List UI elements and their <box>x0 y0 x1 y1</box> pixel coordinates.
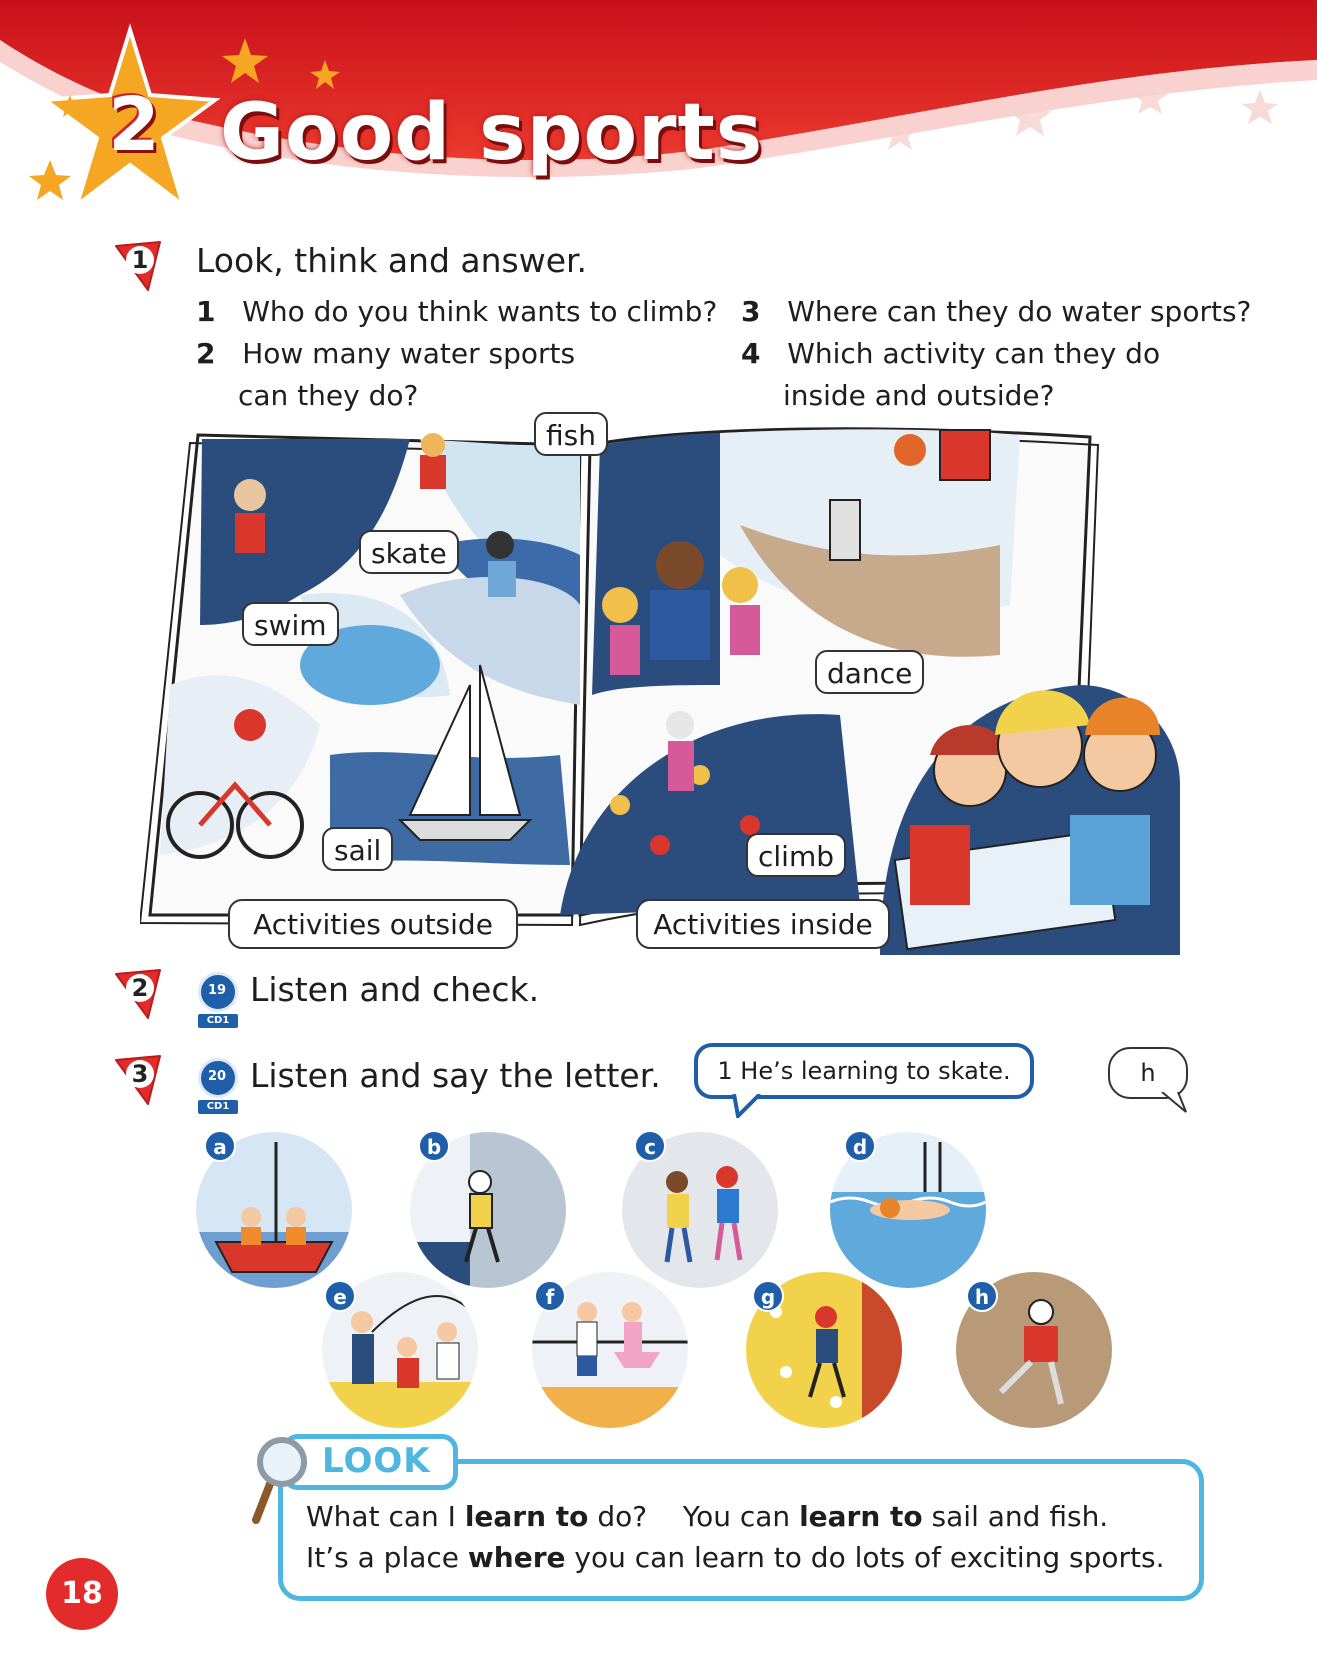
unit-header <box>0 0 1317 210</box>
speech-tail-icon <box>1160 1092 1190 1114</box>
picture-letter-a: a <box>204 1130 236 1162</box>
picture-letter-h: h <box>966 1280 998 1312</box>
label-skate: skate <box>359 530 459 574</box>
look-text: do? You can <box>588 1500 800 1533</box>
question-2 <box>196 333 575 375</box>
caption-activities-inside: Activities inside <box>636 899 890 949</box>
speech-tail-icon <box>730 1094 770 1118</box>
look-line-1 <box>306 1500 1108 1533</box>
picture-letter-d: d <box>844 1130 876 1162</box>
unit-title: Good sports <box>220 88 764 178</box>
question-number: 3 <box>741 295 761 328</box>
question-4 <box>741 333 1160 375</box>
question-text: Which activity can they do <box>787 337 1161 370</box>
question-3 <box>741 291 1251 333</box>
picture-letter-f: f <box>534 1280 566 1312</box>
question-number: 4 <box>741 337 761 370</box>
question-text: Where can they do water sports? <box>787 295 1252 328</box>
cd-track-number: 20 <box>207 1069 227 1084</box>
look-bold-text: learn to <box>799 1500 923 1533</box>
cd-track-19[interactable] <box>196 972 240 1030</box>
question-2-continued: can they do? <box>238 379 419 412</box>
look-text: It’s a place <box>306 1541 468 1574</box>
question-text: Who do you think wants to climb? <box>242 295 718 328</box>
look-bold-text: where <box>467 1541 566 1574</box>
page-number: 18 <box>46 1558 118 1630</box>
look-line-2 <box>306 1541 1165 1574</box>
picture-letter-b: b <box>418 1130 450 1162</box>
picture-letter-e: e <box>324 1280 356 1312</box>
exercise-3-number: 3 <box>131 1060 149 1088</box>
label-sail: sail <box>322 827 393 871</box>
look-label: LOOK <box>322 1441 431 1481</box>
question-number: 1 <box>196 295 216 328</box>
label-swim: swim <box>242 602 339 646</box>
book-scene-icon <box>140 425 1180 955</box>
exercise-2-badge <box>108 964 168 1024</box>
cd-track-number: 19 <box>207 983 227 998</box>
question-4-continued: inside and outside? <box>783 379 1055 412</box>
cd-disc-label: CD1 <box>198 1014 238 1028</box>
label-fish: fish <box>534 412 608 456</box>
label-climb: climb <box>746 833 846 877</box>
exercise-1-instruction: Look, think and answer. <box>196 241 588 280</box>
look-text: sail and fish. <box>922 1500 1109 1533</box>
exercise-3-instruction: Listen and say the letter. <box>250 1056 661 1095</box>
label-dance: dance <box>815 650 924 694</box>
look-text: you can learn to do lots of exciting sports. <box>565 1541 1165 1574</box>
question-text: How many water sports <box>242 337 576 370</box>
activities-book-illustration <box>140 419 1180 955</box>
magnifying-glass-icon <box>248 1434 314 1526</box>
caption-activities-outside: Activities outside <box>228 899 518 949</box>
speech-bubble-question: 1 He’s learning to skate. <box>694 1043 1034 1099</box>
question-1 <box>196 291 717 333</box>
picture-letter-c: c <box>634 1130 666 1162</box>
exercise-2-instruction: Listen and check. <box>250 970 540 1009</box>
question-number: 2 <box>196 337 216 370</box>
picture-letter-g: g <box>752 1280 784 1312</box>
exercise-2-number: 2 <box>131 974 149 1002</box>
cd-disc-label: CD1 <box>198 1100 238 1114</box>
cd-track-20[interactable] <box>196 1058 240 1116</box>
look-text: What can I <box>306 1500 465 1533</box>
exercise-1-number: 1 <box>131 246 149 274</box>
unit-number: 2 <box>108 82 160 168</box>
exercise-1-badge <box>108 236 168 296</box>
exercise-3-badge <box>108 1050 168 1110</box>
speech-bubble-answer: h <box>1108 1047 1188 1099</box>
look-bold-text: learn to <box>464 1500 589 1533</box>
